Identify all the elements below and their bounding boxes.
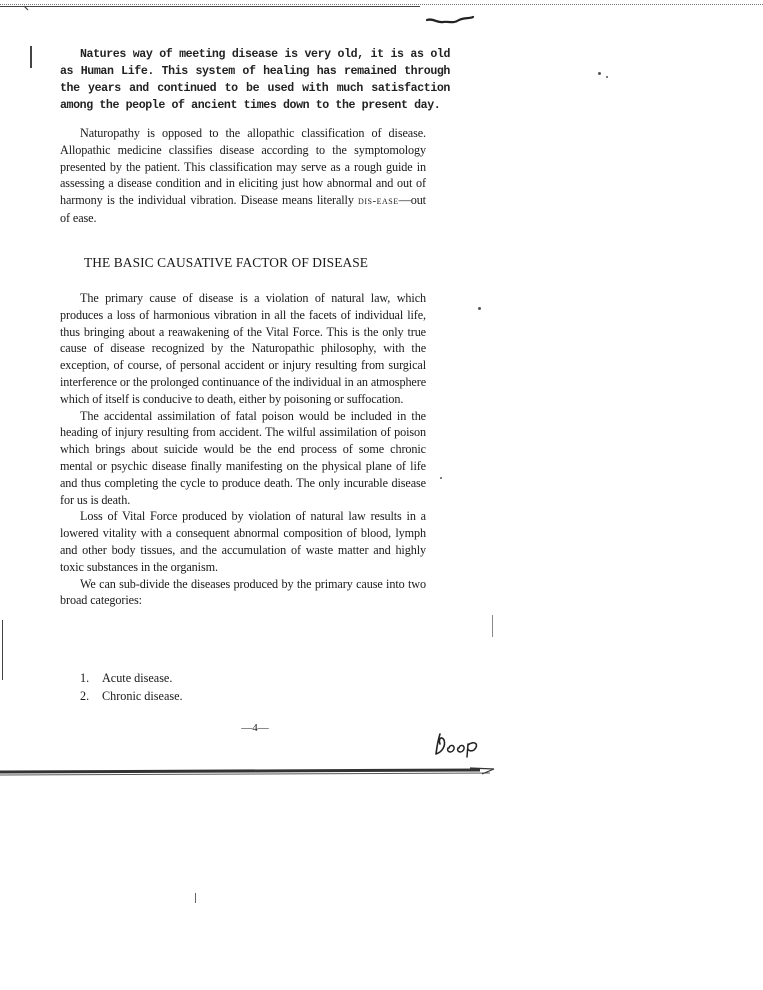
list-item-text: Chronic disease. bbox=[102, 688, 183, 703]
corner-scan-mark bbox=[22, 4, 32, 14]
top-border-line bbox=[0, 6, 420, 7]
list-item-number: 1. bbox=[80, 671, 90, 685]
disease-categories-list bbox=[80, 670, 380, 705]
list-item-text: Acute disease. bbox=[102, 671, 173, 685]
list-item bbox=[80, 688, 380, 706]
list-item bbox=[80, 670, 380, 688]
stray-dot bbox=[478, 307, 481, 310]
list-item-number: 2. bbox=[80, 688, 90, 703]
paragraph-naturopathy bbox=[60, 125, 426, 227]
paragraph-naturopathy-text: Naturopathy is opposed to the allopathic classification of disease. Allopathic medicine classifies disease according to the symptomology presented by the patient. This classification may serve as a rough guide in assessing a disease condition and in eliciting just how abnormal and out of harmony is the individual vibration. Disease means literally bbox=[60, 126, 426, 208]
stray-dot bbox=[606, 76, 608, 78]
body-text-block bbox=[60, 290, 426, 609]
paragraph-natures-way: Natures way of meeting disease is very old, it is as old as Human Life. This system of healing has remained through the years and continued to be used with much satisfaction among the people of ancient times down to the present day. bbox=[60, 48, 450, 112]
left-margin-mark bbox=[30, 46, 32, 68]
stray-tick-mark bbox=[195, 893, 196, 903]
naturopathy-paragraph-block bbox=[60, 125, 426, 227]
paragraph-primary-cause: The primary cause of disease is a violation of natural law, which produces a loss of harmonious vibration in all the facets of individual life, thus bringing about a reawakening of the Vital Force. This is the only true cause of disease recognized by the Naturopathic philosophy, with the exception, of course, of personal accident or injury resulting from surgical interference or the prolonged continuance of the individual in an atmosphere which of itself is conducive to death, either by poisoning or suffocation. bbox=[60, 291, 427, 406]
stray-dot bbox=[440, 477, 442, 479]
bottom-rule bbox=[0, 766, 495, 780]
typed-paragraph bbox=[60, 46, 450, 114]
term-dis-ease: dis-ease bbox=[358, 195, 399, 208]
top-border-dotted bbox=[0, 4, 763, 5]
paragraph-sub-divide: We can sub-divide the diseases produced by the primary cause into two broad categories: bbox=[60, 576, 426, 608]
paragraph-loss-of-vital-force: Loss of Vital Force produced by violation of natural law results in a lowered vitality with a consequent abnormal composition of blood, lymph and other body tissues, and the accumulation of waste matter and highly toxic substances in the organism. bbox=[60, 509, 426, 574]
handwritten-initials bbox=[432, 730, 482, 758]
section-heading: THE BASIC CAUSATIVE FACTOR OF DISEASE bbox=[84, 255, 369, 270]
stray-dot bbox=[598, 72, 601, 75]
paragraph-naturopathy-end: —out of ease. bbox=[60, 193, 426, 225]
handwritten-top-mark bbox=[425, 14, 475, 28]
page-number: —4— bbox=[241, 722, 269, 734]
paragraph-accidental-assimilation: The accidental assimilation of fatal poison would be included in the heading of injury resulting from accident. The wilful assimilation of poison which brings about suicide would be the end process of some chronic mental or psychic disease finally manifesting on the physical plane of life and thus completing the cycle to produce death. The only incurable disease for us is death. bbox=[60, 408, 426, 507]
right-margin-mark bbox=[492, 615, 493, 637]
left-margin-mark-lower bbox=[2, 620, 3, 680]
